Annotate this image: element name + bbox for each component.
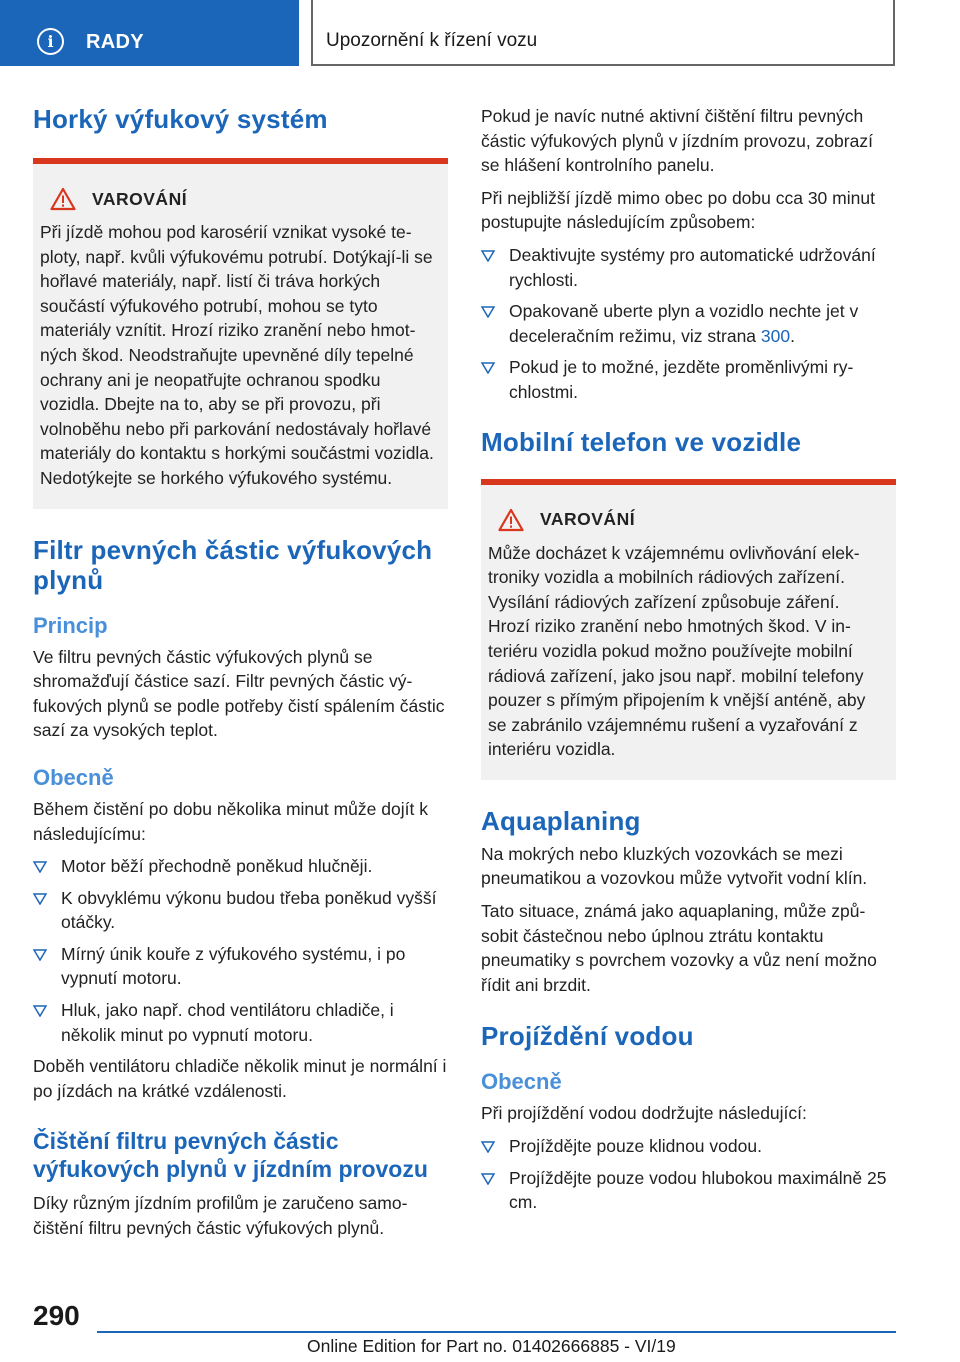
warning-text: Při jízdě mohou pod karosérií vznikat vysoké teploty, např. kvůli výfukovému potrubí. Dotýkají-li se hořlavé materiály, např. listí či tráva horkých součástí výfukového potrubí, mohou se tyto materiály vznítit. Hrozí riziko zranění nebo hmotných škod. Neodstraňujte upevněné díly tepelné ochrany ani je neopatřujte ochranou spodku vozidla. Dbejte na to, aby se při provozu, při volnoběhu nebo při parkování nedostávaly hořlavé materiály do kontaktu s horkými součástmi vozidla. Nedotýkejte se horkého výfukového systému. [40, 222, 434, 488]
footer-divider [97, 1331, 896, 1333]
heading-mobile-phone: Mobilní telefon ve vozidle [481, 426, 802, 457]
bullet-triangle-icon [481, 362, 495, 374]
warning-text: Může docházet k vzájemnému ovlivňování elektroniky vozidla a mobilních rádiových zařízení. Vysílání rádiových zařízení způsobuje záření. Hrozí riziko zranění nebo hmotných škod. V interiéru vozidla pokud možno používejte mobilní rádiová zařízení, jako jsou např. mobilní telefony pouzer s přímým připojením k vnější anténě, aby se zabránilo vzájemnému rušení a vyzařování z interiéru vozidla. [488, 542, 866, 760]
fan-runon-text: Doběh ventilátoru chladiče několik minut je normální i po jízdách na krátké vzdálenosti. [33, 1056, 447, 1101]
bullet-triangle-icon [481, 306, 495, 318]
procedure-list [481, 243, 896, 405]
bullet-triangle-icon [481, 1173, 495, 1185]
list-item: Mírný únik kouře z výfukového systému, i po vypnutí motoru. [33, 942, 448, 991]
list-item: Opakovaně uberte plyn a vozidlo nechte jet v deceleračním režimu, viz strana 300. [481, 299, 896, 348]
subheading-obecne: Obecně [481, 1069, 562, 1095]
footer-edition: Online Edition for Part no. 01402666885 - VI/19 [307, 1336, 676, 1356]
list-item: Motor běží přechodně poněkud hlučněji. [33, 854, 448, 879]
princip-text: Ve filtru pevných částic výfukových plynů se shromažďují částice sazí. Filtr pevných částic výfukových plynů se podle potřeby čistí spálením částic sazí za vysokých teplot. [33, 646, 445, 741]
warning-title: VAROVÁNÍ [540, 509, 636, 530]
info-icon: i [37, 28, 64, 55]
bullet-triangle-icon [33, 861, 47, 873]
filter-cleaning-text: Díky různým jízdním profilům je zaručeno samočištění filtru pevných částic výfukových plynů. [33, 1193, 408, 1239]
warning-title: VAROVÁNÍ [92, 188, 188, 209]
obecne-text: Během čistění po dobu několika minut může dojít k následujícímu: [33, 798, 428, 844]
aquaplaning-text-2: Tato situace, známá jako aquaplaning, může způsobit částečnou nebo úplnou ztrátu kontaktu pneumatiky s povrchem vozovky a vůz není možno řídit ani brzdit. [481, 901, 877, 995]
water-intro-text: Při projíždění vodou dodržujte následující: [481, 1103, 807, 1124]
page-reference-link[interactable]: 300 [760, 325, 791, 346]
list-item: Hluk, jako např. chod ventilátoru chladiče, i několik minut po vypnutí motoru. [33, 998, 448, 1047]
cleaning-effects-list [33, 854, 448, 1047]
warning-box-exhaust [33, 158, 448, 509]
water-list [481, 1134, 896, 1215]
heading-particulate-filter: Filtr pevných částic výfukových plynů [33, 534, 433, 595]
warning-icon [498, 508, 524, 532]
bullet-triangle-icon [33, 949, 47, 961]
chapter-title: Upozornění k řízení vozu [326, 30, 538, 51]
list-item: Pokud je to možné, jezděte proměnlivými rychlostmi. [481, 355, 896, 404]
list-item: Projíždějte pouze vodou hlubokou maximálně 25 cm. [481, 1166, 896, 1215]
list-item: Deaktivujte systémy pro automatické udržování rychlosti. [481, 243, 896, 292]
warning-box-mobile [481, 479, 896, 780]
heading-filter-cleaning: Čištění filtru pevných částic výfukových plynů v jízdním provozu [33, 1128, 428, 1183]
heading-hot-exhaust: Horký výfukový systém [33, 104, 328, 134]
subheading-obecne: Obecně [33, 764, 114, 790]
section-tab[interactable] [0, 0, 299, 66]
heading-driving-through-water: Projíždění vodou [481, 1021, 694, 1052]
left-column [33, 100, 448, 1241]
procedure-intro-text: Při nejbližší jízdě mimo obec po dobu cca 30 minut postupujte následujícím způsobem: [481, 187, 875, 233]
right-column [481, 100, 896, 1222]
bullet-triangle-icon [481, 1141, 495, 1153]
bullet-triangle-icon [33, 1005, 47, 1017]
section-tab-label: RADY [86, 31, 144, 53]
aquaplaning-text-1: Na mokrých nebo kluzkých vozovkách se mezi pneumatikou a vozovkou může vytvořit vodní klín. [481, 843, 868, 889]
active-cleaning-text: Pokud je navíc nutné aktivní čištění filtru pevných částic výfukových plynů v jízdním provozu, zobrazí se hlášení kontrolního panelu. [481, 106, 873, 176]
page-number: 290 [33, 1300, 80, 1331]
bullet-triangle-icon [33, 893, 47, 905]
list-item: K obvyklému výkonu budou třeba poněkud vyšší otáčky. [33, 886, 448, 935]
subheading-princip: Princip [33, 612, 108, 638]
heading-aquaplaning: Aquaplaning [481, 805, 641, 836]
warning-icon [50, 187, 76, 211]
list-item: Projíždějte pouze klidnou vodou. [481, 1134, 896, 1159]
bullet-triangle-icon [481, 250, 495, 262]
